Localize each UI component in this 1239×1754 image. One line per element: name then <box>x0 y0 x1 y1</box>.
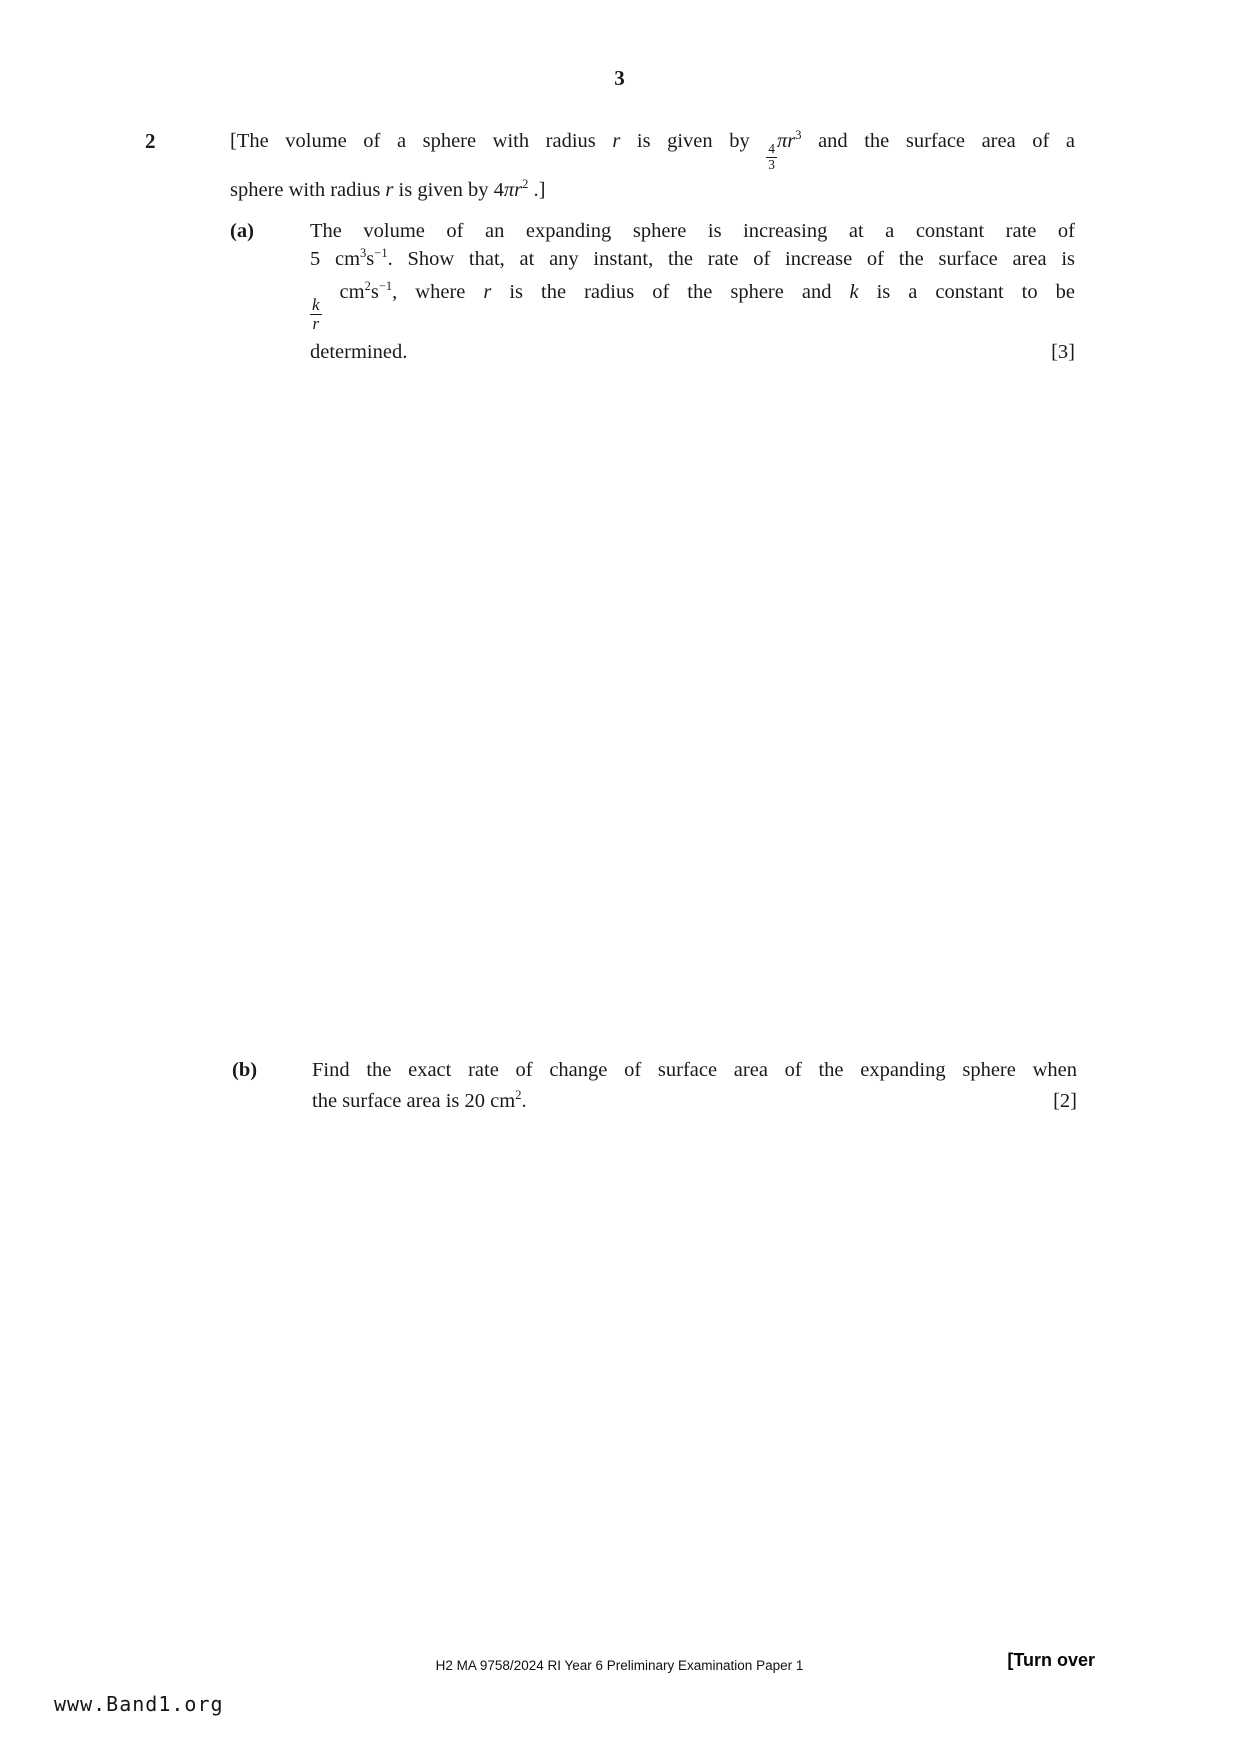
part-a-body <box>310 217 1075 367</box>
exponent: 3 <box>795 128 802 143</box>
part-b-body <box>312 1056 1077 1116</box>
body-text: is a constant to be <box>858 281 1075 304</box>
intro-text: and the surface area of a <box>801 130 1075 152</box>
fraction-denominator: r <box>312 314 320 334</box>
body-text: . <box>521 1090 527 1112</box>
footer-exam-info: H2 MA 9758/2024 RI Year 6 Preliminary Examination Paper 1 <box>435 1658 804 1673</box>
part-b-line-2-text <box>312 1086 527 1116</box>
question-2 <box>145 118 1075 367</box>
intro-text: sphere with radius <box>230 179 386 202</box>
part-b-line-2 <box>312 1086 1077 1116</box>
exponent: 2 <box>364 279 371 294</box>
watermark-url: www.Band1.org <box>54 1692 224 1716</box>
part-b <box>232 1056 1077 1116</box>
exponent: 3 <box>360 246 367 261</box>
fraction-four-thirds <box>766 142 777 172</box>
exponent: −1 <box>378 279 393 294</box>
part-a-line-4 <box>310 337 1075 367</box>
question-intro-line-2 <box>230 175 1075 205</box>
math-var-k: k <box>849 281 859 304</box>
part-b-label: (b) <box>232 1059 258 1081</box>
math-var-r: r <box>483 281 492 304</box>
body-text: is the radius of the sphere and <box>491 281 850 304</box>
body-text: , where <box>392 281 484 304</box>
part-a <box>230 217 1075 367</box>
question-content <box>230 118 1075 367</box>
marks-badge: [3] <box>1051 340 1075 363</box>
fraction-numerator: 4 <box>768 141 776 157</box>
exponent: 2 <box>522 177 529 192</box>
intro-text: is given by <box>620 130 767 152</box>
part-a-label: (a) <box>230 220 254 243</box>
math-expr-pi-r: πr <box>777 130 796 152</box>
exponent: 2 <box>515 1088 522 1103</box>
fraction-numerator: k <box>312 295 320 315</box>
body-text: cm <box>321 281 365 304</box>
part-a-line-3 <box>310 278 1075 334</box>
part-a-line-1: The volume of an expanding sphere is increasing at a constant rate of <box>310 220 1075 243</box>
math-var-r: r <box>385 179 394 202</box>
part-a-line-2 <box>310 245 1075 273</box>
fraction-k-over-r <box>310 296 322 334</box>
intro-text: is given by 4 <box>393 179 504 202</box>
page-number: 3 <box>614 66 625 90</box>
body-text: the surface area is 20 cm <box>312 1090 516 1112</box>
body-text: determined. <box>310 340 408 363</box>
question-intro-line-1 <box>230 118 1075 172</box>
math-expr-pi-r: πr <box>503 179 523 202</box>
intro-text: [The volume of a sphere with radius <box>230 130 613 152</box>
marks-badge: [2] <box>1053 1090 1077 1112</box>
question-number: 2 <box>145 129 156 153</box>
part-b-line-1: Find the exact rate of change of surface area of the expanding sphere when <box>312 1059 1077 1081</box>
exponent: −1 <box>374 246 388 261</box>
turn-over-label: [Turn over <box>1007 1650 1095 1670</box>
body-text: 5 cm <box>310 248 361 271</box>
body-text: s <box>370 281 379 304</box>
fraction-denominator: 3 <box>768 156 776 172</box>
body-text: s <box>366 248 375 271</box>
math-var-r: r <box>612 130 621 152</box>
body-text: . Show that, at any instant, the rate of increase of the surface area is <box>387 248 1075 271</box>
intro-text: .] <box>528 179 546 202</box>
